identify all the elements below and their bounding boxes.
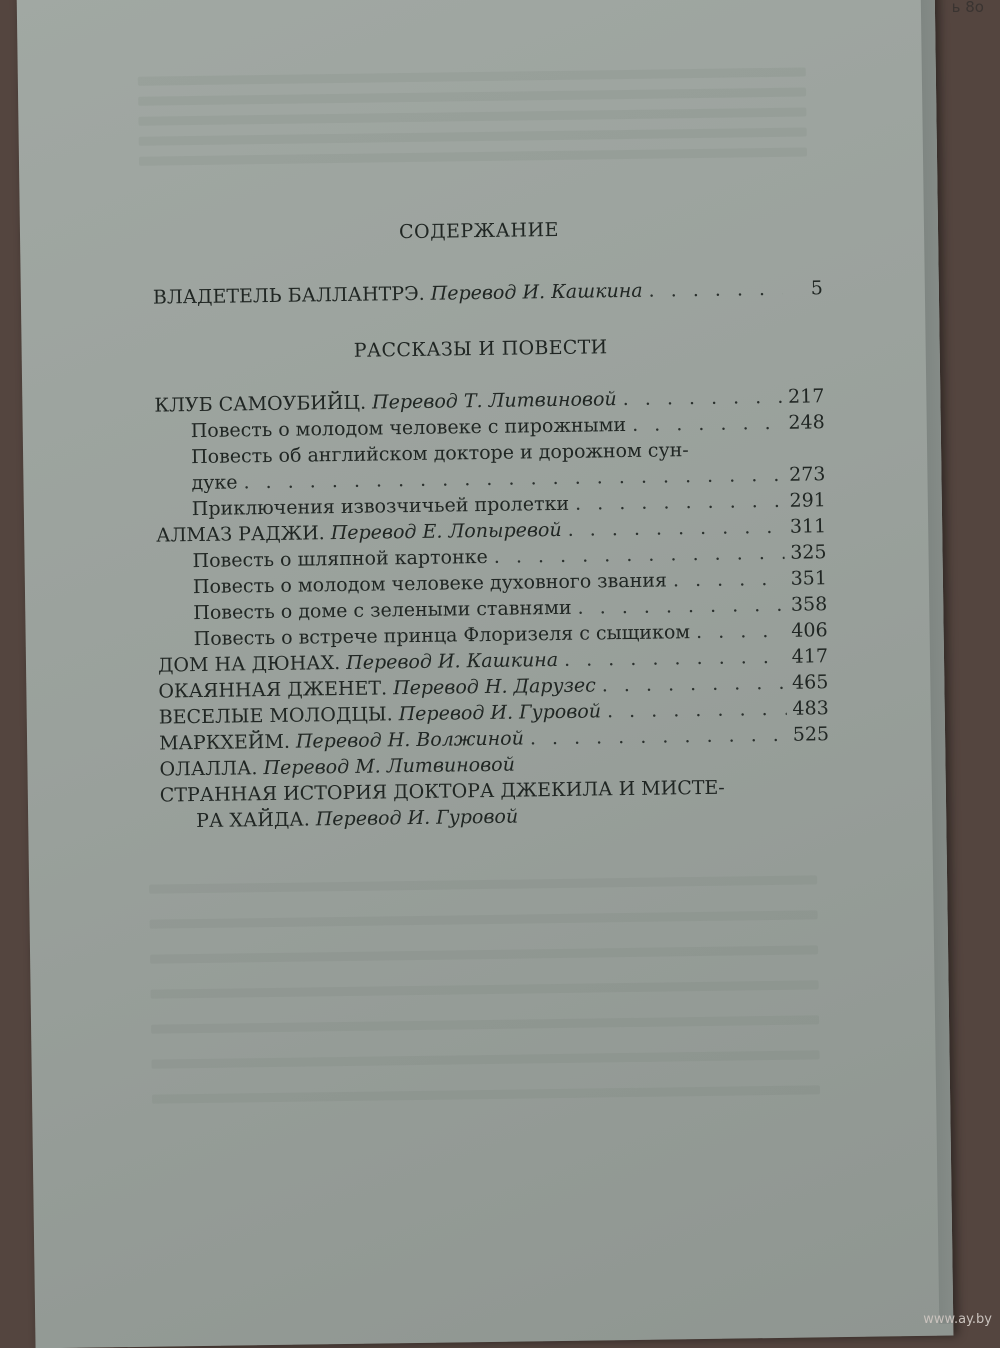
entry-page: 217: [787, 385, 825, 408]
section-heading: РАССКАЗЫ И ПОВЕСТИ: [353, 336, 608, 362]
dot-leader: [567, 514, 784, 543]
entry-title: Повесть о шляпной картонке: [192, 545, 488, 573]
watermark: www.ay.by: [923, 1312, 992, 1327]
entry-title: ВЛАДЕТЕЛЬ БАЛЛАНТРЭ.: [152, 282, 425, 309]
entry-page: 417: [791, 645, 829, 668]
entry-page: 325: [790, 541, 827, 564]
entry-page: 358: [790, 593, 828, 616]
entry-translator: Перевод Н. Дарузес: [392, 674, 596, 700]
entry-title: Приключения извозчичьей пролетки: [191, 492, 570, 521]
entry-page: 248: [788, 411, 825, 434]
entry-page: 311: [789, 515, 827, 538]
entry-title: ДОМ НА ДЮНАХ.: [157, 652, 341, 677]
entry-translator: Перевод Е. Лопыревой: [330, 518, 562, 545]
dot-leader: [530, 722, 787, 752]
entry-title: СТРАННАЯ ИСТОРИЯ ДОКТОРА ДЖЕКИЛА И МИСТЕ-: [159, 776, 725, 807]
dot-leader: [632, 410, 783, 438]
entry-title: МАРКХЕЙМ.: [158, 730, 291, 755]
dot-leader: [623, 384, 783, 412]
entry-translator: Перевод Т. Литвиновой: [371, 388, 617, 414]
dot-leader: [494, 540, 785, 570]
entry-title: КЛУБ САМОУБИЙЦ.: [154, 391, 367, 417]
toc-entry: [153, 275, 823, 310]
entry-page: 406: [791, 619, 828, 642]
book-page: [17, 0, 954, 1348]
entry-title: Повесть об английском докторе и дорожном сун-: [190, 439, 689, 469]
dot-leader: [602, 670, 787, 699]
dot-leader: [696, 618, 786, 645]
entry-title: Повесть о встрече принца Флоризеля с сыщиком: [193, 621, 691, 651]
entry-translator: Перевод И. Гуровой: [398, 700, 602, 726]
dot-leader: [564, 644, 786, 673]
entry-page: 465: [791, 671, 829, 694]
entry-title: ВЕСЕЛЫЕ МОЛОДЦЫ.: [158, 703, 393, 729]
entry-title: дуке: [191, 471, 238, 495]
entry-page: 5: [810, 277, 823, 300]
dot-leader: [607, 696, 787, 725]
entry-translator: Перевод Н. Волжиной: [295, 727, 525, 753]
entry-translator: Перевод И. Гуровой: [315, 805, 519, 831]
entry-page: 525: [792, 723, 830, 746]
entry-title: Повесть о молодом человеке с пирожными: [190, 414, 627, 443]
entry-translator: Перевод М. Литвиновой: [263, 753, 516, 780]
dot-leader: [575, 488, 784, 517]
corner-mark: ь 8о: [951, 0, 984, 16]
entry-title: АЛМАЗ РАДЖИ.: [156, 522, 325, 547]
table-of-contents: [17, 0, 954, 1348]
entry-translator: Перевод И. Кашкина: [346, 648, 559, 674]
entry-title: ОКАЯННАЯ ДЖЕНЕТ.: [158, 677, 388, 703]
entry-title: ОЛАЛЛА.: [159, 757, 258, 781]
entry-title: Повесть о доме с зелеными ставнями: [193, 596, 572, 625]
dot-leader: [577, 592, 785, 621]
entry-page: 351: [790, 567, 828, 590]
toc-heading: СОДЕРЖАНИЕ: [398, 218, 560, 244]
dot-leader: [648, 276, 783, 304]
entry-page: 273: [789, 463, 826, 486]
entry-title: РА ХАЙДА.: [196, 808, 310, 833]
entry-page: 483: [792, 697, 829, 720]
entry-translator: Перевод И. Кашкина: [430, 279, 643, 305]
entry-page: 291: [789, 489, 826, 512]
entry-title: Повесть о молодом человеке духовного звания: [192, 569, 668, 599]
dot-leader: [673, 566, 785, 594]
